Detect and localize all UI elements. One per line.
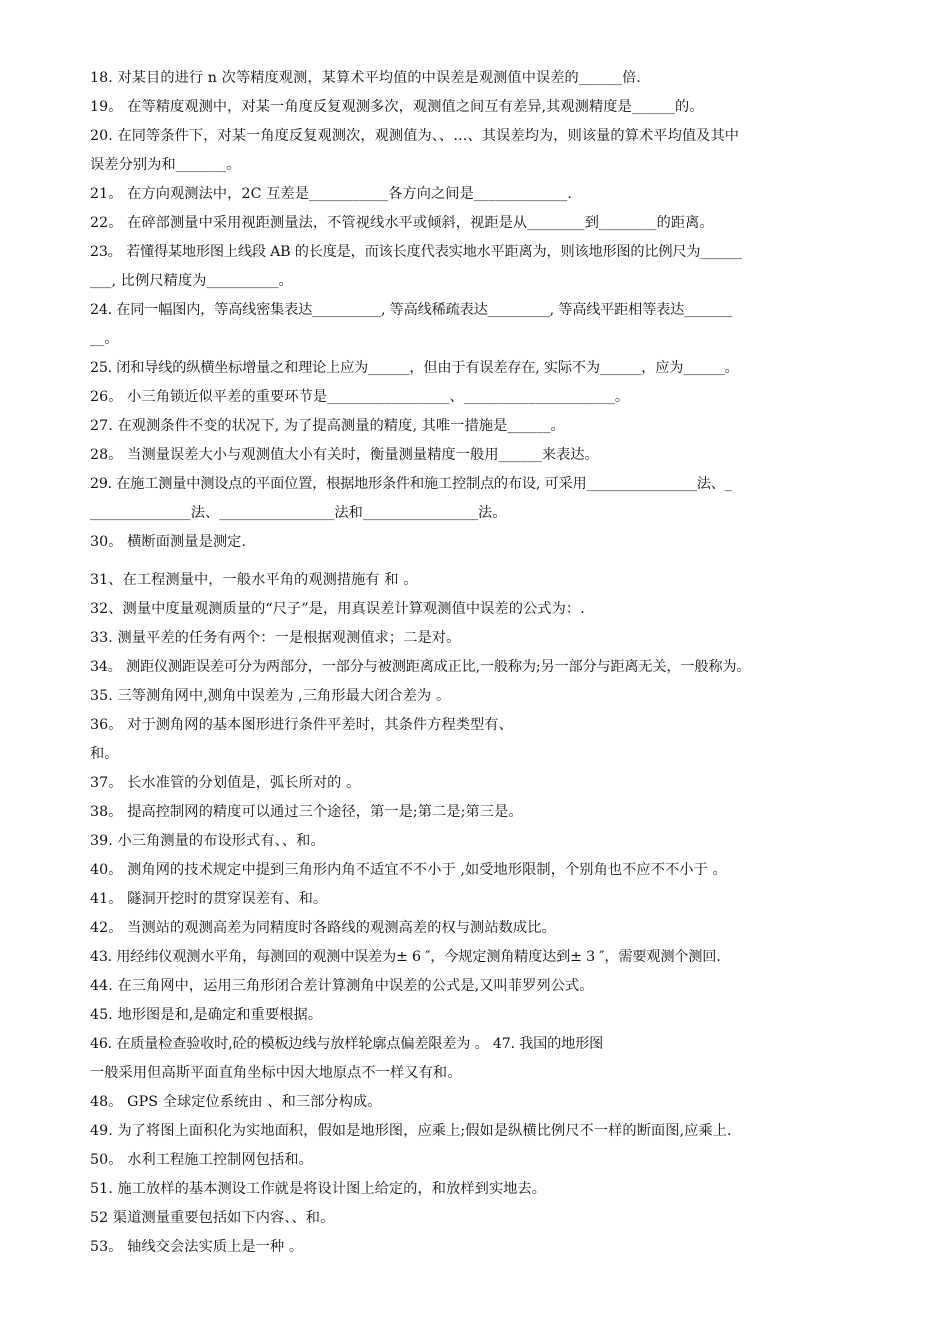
question-50: 50。 水利工程施工控制网包括和。	[90, 1152, 313, 1168]
question-20: 20. 在同等条件下，对某一角度反复观测次，观测值为、、…、其误差均为，则该量的算术平均值及其中	[90, 128, 740, 144]
question-30: 30。 横断面测量是测定.	[90, 534, 247, 550]
question-38: 38。 提高控制网的精度可以通过三个途径，第一是;第二是;第三是。	[90, 804, 523, 820]
question-47-cont: 一般采用但高斯平面直角坐标中因大地原点不一样又有和。	[90, 1065, 462, 1081]
question-41: 41。 隧洞开挖时的贯穿误差有、和。	[90, 891, 328, 907]
question-37: 37。 长水准管的分划值是，弧长所对的 。	[90, 775, 361, 791]
question-52: 52 渠道测量重要包括如下内容、、和。	[90, 1210, 335, 1226]
question-27: 27. 在观测条件不变的状况下, 为了提高测量的精度, 其唯一措施是______。	[90, 418, 565, 434]
question-29: 29. 在施工测量中测设点的平面位置，根据地形条件和施工控制点的布设, 可采用________________法、_	[90, 476, 732, 492]
question-42: 42。 当测站的观测高差为同精度时各路线的观测高差的权与测站数成比。	[90, 920, 556, 936]
question-26: 26。 小三角锁近似平差的重要环节是_________________、_____________________。	[90, 389, 630, 405]
question-23: 23。 若懂得某地形图上线段 AB 的长度是，而该长度代表实地水平距离为，则该地形图的比例尺为______	[90, 244, 742, 260]
question-31: 31、在工程测量中，一般水平角的观测措施有 和 。	[90, 572, 418, 588]
question-36-cont: 和。	[90, 746, 119, 762]
question-40: 40。 测角网的技术规定中提到三角形内角不适宜不不小于 ,如受地形限制，个别角也不应不不小于 。	[90, 862, 727, 878]
question-19: 19。 在等精度观测中，对某一角度反复观测多次，观测值之间互有差异,其观测精度是______的。	[90, 99, 704, 115]
question-51: 51. 施工放样的基本测设工作就是将设计图上给定的，和放样到实地去。	[90, 1181, 547, 1197]
question-25: 25. 闭和导线的纵横坐标增量之和理论上应为______，但由于有误差存在, 实际不为______，应为______。	[90, 360, 739, 376]
question-33: 33. 测量平差的任务有两个：一是根据观测值求；二是对。	[90, 630, 461, 646]
question-44: 44. 在三角网中，运用三角形闭合差计算测角中误差的公式是,又叫菲罗列公式。	[90, 978, 594, 994]
question-23-cont: ___, 比例尺精度为__________。	[90, 273, 293, 289]
question-48: 48。 GPS 全球定位系统由 、和三部分构成。	[90, 1094, 382, 1110]
question-28: 28。 当测量误差大小与观测值大小有关时，衡量测量精度一般用______来表达。	[90, 447, 599, 463]
question-34: 34。 测距仪测距误差可分为两部分，一部分与被测距离成正比,一般称为;另一部分与距离无关，一般称为。	[90, 659, 751, 675]
question-36: 36。 对于测角网的基本图形进行条件平差时，其条件方程类型有、	[90, 717, 513, 733]
question-24: 24. 在同一幅图内，等高线密集表达__________, 等高线稀疏表达_________, 等高线平距相等表达_______	[90, 302, 733, 318]
question-32: 32、测量中度量观测质量的“尺子”是，用真误差计算观测值中误差的公式为：.	[90, 601, 585, 617]
question-29-cont: ______________法、________________法和________________法。	[90, 505, 507, 521]
question-24-cont: __。	[90, 331, 119, 347]
question-18: 18. 对某目的进行 n 次等精度观测，某算术平均值的中误差是观测值中误差的______倍.	[90, 70, 641, 86]
question-39: 39. 小三角测量的布设形式有、、和。	[90, 833, 325, 849]
question-49: 49. 为了将图上面积化为实地面积，假如是地形图，应乘上;假如是纵横比例尺不一样的断面图,应乘上.	[90, 1123, 732, 1139]
question-20-cont: 误差分别为和_______。	[90, 157, 241, 173]
question-22: 22。 在碎部测量中采用视距测量法，不管视线水平或倾斜，视距是从________到________的距离。	[90, 215, 714, 231]
question-43: 43. 用经纬仪观测水平角，每测回的观测中误差为± 6 ″，今规定测角精度达到± 3 ″，需要观测个测回.	[90, 949, 721, 965]
question-53: 53。 轴线交会法实质上是一种 。	[90, 1239, 304, 1255]
question-21: 21。 在方向观测法中，2C 互差是___________各方向之间是_____________.	[90, 186, 572, 202]
question-35: 35. 三等测角网中,测角中误差为 ,三角形最大闭合差为 。	[90, 688, 451, 704]
question-45: 45. 地形图是和,是确定和重要根据。	[90, 1007, 323, 1023]
question-46-47: 46. 在质量检查验收时,砼的模板边线与放样轮廓点偏差限差为 。 47. 我国的地形图	[90, 1036, 604, 1052]
